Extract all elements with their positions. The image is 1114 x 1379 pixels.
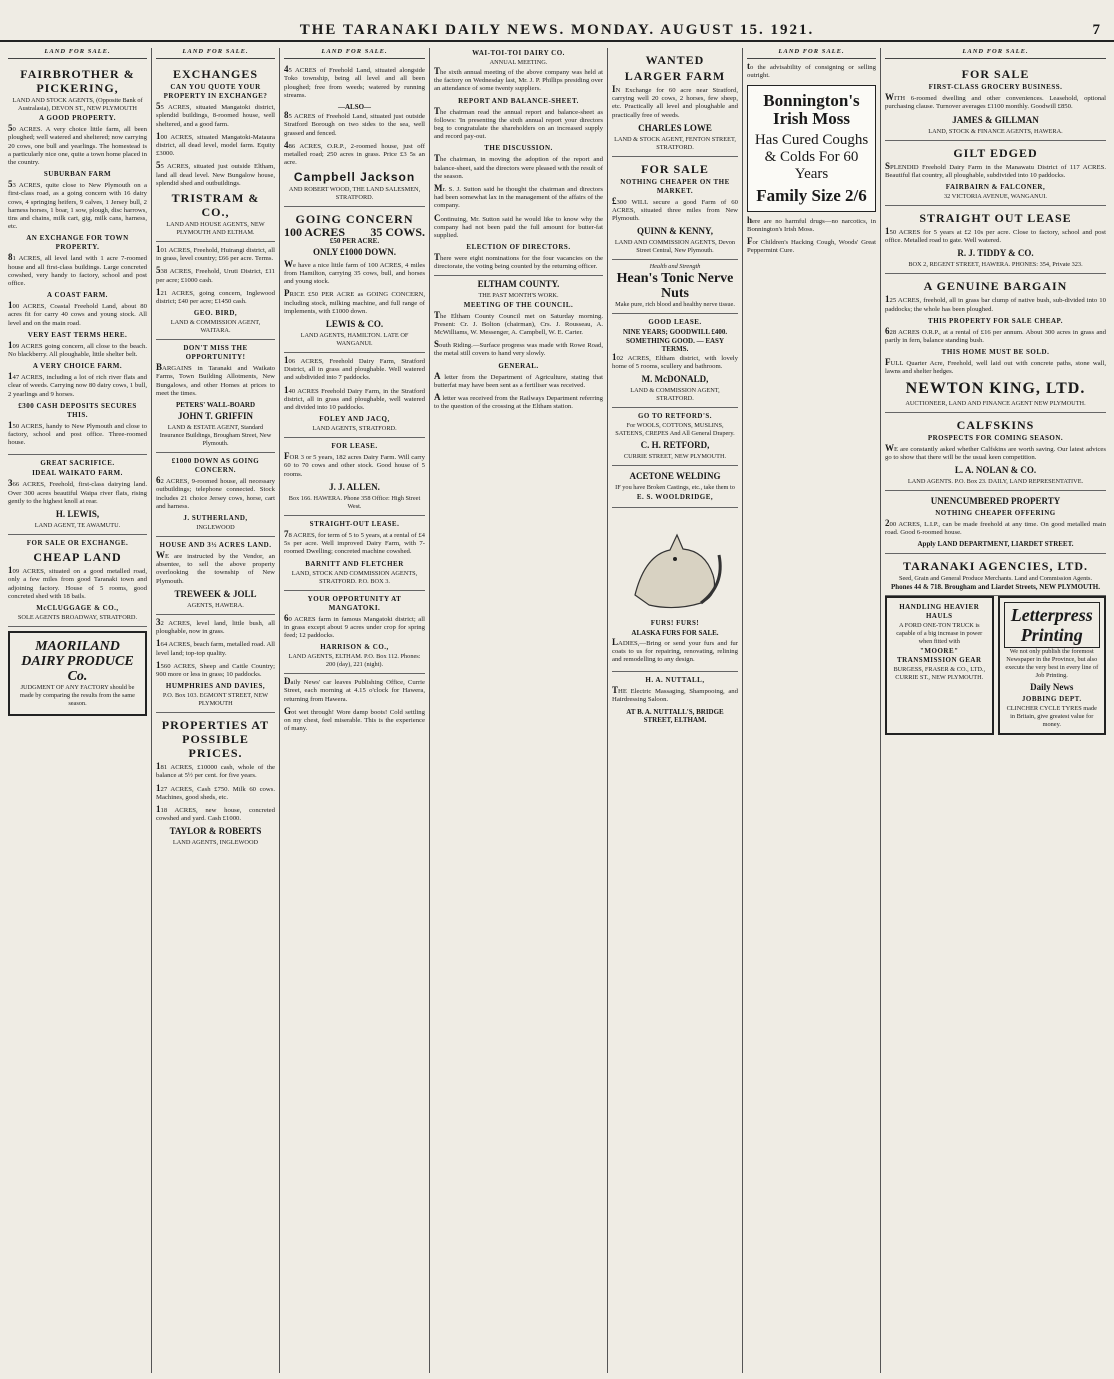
ad-foley-jacq <box>284 353 425 438</box>
ad-exchanges <box>156 62 275 242</box>
advertiser-address: LAND AGENT, TE AWAMUTU. <box>34 522 121 530</box>
advertiser-address: LAND AGENTS, STRATFORD. <box>312 425 397 433</box>
ad-campbell-jackson <box>284 62 425 207</box>
ad-title: CHEAP LAND <box>33 550 122 565</box>
advertiser-name: FAIRBROTHER & PICKERING, <box>20 67 135 96</box>
ad-text: 200 ACRES, L.I.P., can be made freehold at any time. On good metalled main road. Good 6-roomed house. <box>885 518 1106 537</box>
ad-james-gillman <box>885 62 1106 140</box>
article-paragraph: South Riding.—Surface progress was made with Rowe Road, the metal still covers to hand very slowly. <box>434 339 603 358</box>
advertiser-address: CURRIE STREET, NEW PLYMOUTH. <box>623 453 727 461</box>
ad-fairbrother <box>8 62 147 455</box>
ad-calfskins <box>885 413 1106 491</box>
ad-quinn-kenny <box>612 157 738 261</box>
advertiser-address: BURGESS, FRASER & CO., LTD., CURRIE ST., NEW PLYMOUTH. <box>893 665 986 681</box>
ad-text: LADIES,—Bring or send your furs and fur coats to us for repairing, renovating, relining and remodelling to any design. <box>612 636 738 664</box>
advertiser-name: E. S. WOOLDRIDGE, <box>636 493 714 502</box>
advertiser-name: FOLEY AND JACQ, <box>319 415 390 424</box>
article-paragraph: Mr. S. J. Sutton said he thought the chairman and directors had been somewhat lax in the management of the affairs of the company. <box>434 183 603 210</box>
listing-heading: A VERY CHOICE FARM. <box>32 362 123 371</box>
advertiser-name: TARANAKI AGENCIES, LTD. <box>902 558 1089 573</box>
ad-subtitle: NINE YEARS; GOODWILL £400. <box>622 328 728 337</box>
ad-text: 150 ACRES for 5 years at £2 10s per acre. Close to factory, school and post office. Metalled road to gate. Well watered. <box>885 226 1106 245</box>
advertiser-address: LAND & ESTATE AGENT, Standard Insurance Buildings, Brougham Street, New Plymouth. <box>159 424 272 448</box>
ad-mcdonald <box>612 314 738 408</box>
advertiser-name: TREWEEK & JOLL <box>174 588 257 599</box>
advertiser-name: TAYLOR & ROBERTS <box>169 826 262 837</box>
advertiser-address: LAND AND COMMISSION AGENTS, Devon Street Central, New Plymouth. <box>614 239 736 255</box>
listing-heading: THIS HOME MUST BE SOLD. <box>941 348 1050 357</box>
article-heading: ELTHAM COUNTY. <box>477 278 560 289</box>
going-cows: 35 COWS. <box>370 225 425 240</box>
column-1 <box>4 48 152 1373</box>
listing-text: 81 ACRES, all level land with 1 acre 7-roomed house and all first-class buildings. Large concreted cowshed, very handy to factory, school and post office. <box>8 252 147 288</box>
listing-text: We have a nice little farm of 100 ACRES, 4 miles from Hamilton, carrying 35 cows, bull, and horses and young stock. <box>284 258 425 286</box>
listing-text: 366 ACRES, Freehold, first-class dairying land. Over 300 acres beautiful Waipa river flats, rising gently to the highest knoll at rear. <box>8 478 147 505</box>
listing-text: 121 ACRES, going concern, Inglewood district; £40 per acre; £1450 cash. <box>156 286 275 306</box>
ad-text: Seed, Grain and General Produce Merchants. Land and Commission Agents. <box>898 574 1093 582</box>
listing-text: 1560 ACRES, Sheep and Cattle Country; 900 more or less in grass; 10 paddocks. <box>156 659 275 678</box>
ad-text: IF you have Broken Castings, etc., take them to <box>615 484 735 492</box>
advertiser-name: C. H. RETFORD, <box>640 440 710 451</box>
ad-text: WE are constantly asked whether Calfskins are worth saving. Our latest advices go to show that there will be the usual keen competition. <box>885 442 1106 461</box>
ad-text: 628 ACRES O.R.P., at a rental of £16 per annum. About 300 acres in grass and partly in fern, balance standing bush. <box>885 325 1106 345</box>
advertiser-name: FAIRBAIRN & FALCONER, <box>945 183 1046 192</box>
advertiser-address: LAND & COMMISSION AGENT, STRATFORD. <box>630 387 720 403</box>
ad-humphries <box>156 615 275 713</box>
ad-text: £300 WILL secure a good Farm of 60 ACRES, situated three miles from New Plymouth. <box>612 195 738 223</box>
column-5 <box>608 48 743 1373</box>
listing-text: PRICE £50 PER ACRE as GOING CONCERN, including stock, milking machine, and full range of implements, with £1000 down. <box>284 288 425 315</box>
listing-heading: SUBURBAN FARM <box>43 170 112 179</box>
ad-title: FOR SALE <box>641 161 709 176</box>
ad-title: WANTED <box>645 53 705 67</box>
ad-title: UNENCUMBERED PROPERTY <box>930 496 1061 507</box>
ad-title: DON'T MISS THE OPPORTUNITY! <box>183 344 248 362</box>
ad-title: STRAIGHT OUT LEASE <box>919 211 1072 226</box>
listing-text: 100 ACRES, Coastal Freehold Land, about 80 acres fit for carry 40 cows and young stock. All level and on the main road. <box>8 300 147 327</box>
ad-subtitle: SOMETHING GOOD. — EASY TERMS. <box>625 336 724 353</box>
article-paragraph: The sixth annual meeting of the above company was held at the factory on Wednesday last, Mr. J. P. Phillips presiding over an attendance of some twenty suppliers. <box>434 66 603 93</box>
advertiser-address: AGENTS, HAWERA. <box>187 601 244 609</box>
masthead <box>0 0 1114 42</box>
ad-treweek <box>156 537 275 615</box>
ad-title: Letterpress Printing <box>1004 602 1101 648</box>
listing-text: 109 ACRES going concern, all close to the beach. No blackberry. All ploughable, little shelter belt. <box>8 339 147 359</box>
ad-bird <box>156 242 275 340</box>
ad-title: CALFSKINS <box>956 417 1035 432</box>
advertiser-name: HUMPHRIES AND DAVIES, <box>165 682 266 691</box>
listing-heading: £300 CASH DEPOSITS SECURES THIS. <box>18 401 137 419</box>
ad-title: PROPERTIES AT POSSIBLE PRICES. <box>161 718 270 761</box>
ad-product: "MOORE" TRANSMISSION GEAR <box>896 646 982 664</box>
advertiser-name: NEWTON KING, LTD. <box>905 379 1086 397</box>
ad-cheap-land <box>8 535 147 627</box>
ad-gilt-edged <box>885 141 1106 206</box>
article-paragraph: The chairman, in moving the adoption of the report and balance-sheet, said the directors were pleased with the result of the season. <box>434 153 603 180</box>
article-section-heading: REPORT AND BALANCE-SHEET. <box>458 96 579 105</box>
listing-text: 118 ACRES, new house, concreted cowshed and yard. Cash £1000. <box>156 803 275 823</box>
ad-title: GO TO RETFORD'S. <box>637 412 713 421</box>
ad-irish-moss <box>747 85 876 212</box>
column-heading: LAND FOR SALE. <box>156 48 275 59</box>
ad-title: LARGER FARM <box>624 69 726 83</box>
ad-text: THE Electric Massaging, Shampooing, and Hairdressing Saloon. <box>612 685 738 704</box>
advertiser-name: LEWIS & CO. <box>325 319 384 330</box>
ad-motor <box>284 674 425 740</box>
column-heading: LAND FOR SALE. <box>885 48 1106 59</box>
columns <box>4 48 1110 1373</box>
going-per-acre: £50 PER ACRE. <box>329 236 380 245</box>
ad-text: IN Exchange for 60 acre near Stratford, carrying well 20 cows, 2 horses, few sheep, etc. Practically all level and ploughable and practically free of weeds. <box>612 84 738 119</box>
advertiser-department: JOBBING DEPT. <box>1021 694 1082 703</box>
column-heading: LAND FOR SALE. <box>747 48 876 59</box>
article-paragraph: A letter was received from the Railways Department referring to the question of the crossing at the Eltham station. <box>434 392 603 411</box>
ad-title: YOUR OPPORTUNITY AT MANGATOKI. <box>307 594 402 612</box>
listing-heading: A COAST FARM. <box>47 291 108 300</box>
listing-heading: A GOOD PROPERTY. <box>39 114 116 123</box>
advertiser-address: INGLEWOOD <box>196 524 235 532</box>
column-7 <box>881 48 1110 1373</box>
listing-heading: VERY EAST TERMS HERE. <box>27 330 128 339</box>
advertiser-address: LAND AGENTS, ELTHAM. P.O. Box 112. Phones: 200 (day), 221 (night). <box>288 653 421 669</box>
ad-price: Family Size 2/6 <box>756 185 867 205</box>
ad-subtitle: NOTHING CHEAPER OFFERING <box>935 509 1056 518</box>
ad-taylor-roberts <box>156 713 275 851</box>
listing-text: FOR 3 or 5 years, 182 acres Dairy Farm. Will carry 60 to 70 cows and other stock. Good house of 5 rooms. <box>284 451 425 478</box>
listing-text: 55 ACRES, situated just outside Eltham, land all dead level. New Bungalow house, splendid shed and outbuildings. <box>156 160 275 187</box>
listing-heading: IDEAL WAIKATO FARM. <box>32 469 123 478</box>
advertiser-name: JOHN T. GRIFFIN <box>178 411 253 422</box>
ad-text: FULL Quarter Acre, Freehold, well laid out with concrete paths, stone wall, lawns and shelter hedges. <box>885 357 1106 376</box>
listing-text: 60 ACRES farm in famous Mangatoki district; all in grass except about 9 acres under crop for spring feed; 12 paddocks. <box>284 612 425 639</box>
ad-sacrifice <box>8 455 147 535</box>
ad-text: Make pure, rich blood and healthy nerve tissue. <box>615 301 735 309</box>
advertiser-name: BARNITT AND FLETCHER <box>305 559 404 568</box>
article-body <box>434 67 603 272</box>
notice-text: Daily News' car leaves Publishing Office, Currie Street, each morning at 4.15 o'clock for Hawera, returning from Hawera. <box>284 676 425 703</box>
advertiser-name: JAMES & GILLMAN <box>952 114 1039 125</box>
ad-title: EXCHANGES <box>172 67 258 82</box>
listing-text: 55 ACRES, situated Mangatoki district, splendid buildings, 8-roomed house, well sheltered, and a good farm. <box>156 101 275 128</box>
advertiser-address: LAND & COMMISSION AGENT, WAITARA. <box>170 319 261 335</box>
advertiser-name: H. LEWIS, <box>55 509 100 520</box>
advertiser-name: R. J. TIDDY & CO. <box>957 248 1034 259</box>
ad-genuine-bargain <box>885 274 1106 412</box>
ad-text: 102 ACRES, Eltham district, with lovely home of 5 rooms, scullery and bathroom. <box>612 352 738 371</box>
going-down: ONLY £1000 DOWN. <box>312 246 397 257</box>
article-paragraph: There were eight nominations for the four vacancies on the directorate, the voting being counted by the returning officer. <box>434 252 603 271</box>
column-6 <box>743 48 881 1373</box>
ad-taranaki-agencies <box>885 554 1106 596</box>
ad-griffin <box>156 340 275 453</box>
article-heading: WAI-TOI-TOI DAIRY CO. <box>472 49 565 57</box>
article-paragraph: The chairman read the annual report and balance-sheet as follows: 'In presenting the sixth annual report your directors beg to congratulate the shareholders on an increased supply and record pay-out. <box>434 105 603 141</box>
listing-text: 538 ACRES, Freehold, Uruti District, £11 per acre; £1000 cash. <box>156 265 275 284</box>
advertiser-address: AND ROBERT WOOD, THE LAND SALESMEN, STRATFORD. <box>288 186 421 202</box>
advertiser-address: 32 VICTORIA AVENUE, WANGANUI. <box>944 193 1047 201</box>
advertiser-address: BOX 2, REGENT STREET, HAWERA. PHONES: 354, Private 323. <box>908 261 1083 269</box>
going-acres: 100 ACRES <box>284 225 346 240</box>
ad-text: BARGAINS in Taranaki and Waikato Farms, Town Building Allotments, New Bungalows, and other Homes at prices to meet the times. <box>156 362 275 397</box>
ad-harrison <box>284 591 425 675</box>
ad-unencumbered <box>885 491 1106 554</box>
ad-title: Bonnington's Irish Moss <box>763 90 860 128</box>
listing-text: 62 ACRES, 9-roomed house, all necessary outbuildings; telephone connected. Stock includes 21 choice Jersey cows, horse, cart and harness. <box>156 475 275 510</box>
advertiser-address: LAND AND STOCK AGENTS, (Opposite Bank of Australasia), DEVON ST., NEW PLYMOUTH <box>12 97 143 113</box>
ad-tagline: Health and Strength <box>649 263 701 271</box>
advertiser-name: J. J. ALLEN. <box>329 481 380 492</box>
ad-title: FURS! FURS! <box>650 619 700 628</box>
listing-text: 106 ACRES, Freehold Dairy Farm, Stratford District, all in grass and ploughable. Well watered and subdivided into 7 paddocks. <box>284 355 425 382</box>
listing-text: 486 ACRES, O.R.P., 2-roomed house, just off metalled road; 250 acres in grass. Price £3 5s an acre. <box>284 139 425 167</box>
listing-text: 32 ACRES, level land, little bush, all ploughable, now in grass. <box>156 616 275 636</box>
ad-text: A FORD ONE-TON TRUCK is capable of a big increase in power when fitted with <box>896 621 983 645</box>
ad-subtitle: PROSPECTS FOR COMING SEASON. <box>927 433 1064 442</box>
ad-wanted <box>612 48 738 157</box>
advertiser-name: J. SUTHERLAND, <box>183 514 248 523</box>
ad-subtitle: FIRST-CLASS GROCERY BUSINESS. <box>928 83 1063 92</box>
article-section-heading: ELECTION OF DIRECTORS. <box>466 243 571 252</box>
ad-text: WITH 6-roomed dwelling and other conveniences. Leasehold, optional purchasing clause. Turnover averages £1100 monthly. Goodwill £850. <box>885 92 1106 111</box>
ad-barnitt <box>284 516 425 591</box>
masthead-title: THE TARANAKI DAILY NEWS. MONDAY. AUGUST 15. 1921. <box>299 22 815 38</box>
bottom-ads <box>885 596 1106 735</box>
listing-heading: AN EXCHANGE FOR TOWN PROPERTY. <box>26 234 129 252</box>
ad-title: ACETONE WELDING <box>629 471 721 482</box>
ad-allen <box>284 438 425 516</box>
listing-text: WE are instructed by the Vendor, an absentee, to sell the above property overlooking the township of New Plymouth. <box>156 550 275 585</box>
listing-text: 100 ACRES, situated Mangatoki-Mataura district, all dead level, model farm. Equity £3000. <box>156 130 275 158</box>
column-2 <box>152 48 280 1373</box>
advertiser-address: AT B. A. NUTTALL'S, BRIDGE STREET, ELTHAM. <box>626 707 724 724</box>
ad-title: FOR LEASE. <box>331 442 378 451</box>
separator-label: —ALSO— <box>337 103 372 112</box>
listing-text: 127 ACRES, Cash £750. Milk 60 cows. Machines, good sheds, etc. <box>156 782 275 801</box>
ad-title: FOR SALE <box>961 67 1030 82</box>
page-number: 7 <box>1092 22 1100 38</box>
ad-title: GOING CONCERN <box>295 212 414 227</box>
listing-text: 150 ACRES, handy to New Plymouth and close to factory, school and post office. Three-roomed house. <box>8 419 147 447</box>
ad-title: GILT EDGED <box>953 145 1038 160</box>
listing-text: 85 ACRES of Freehold Land, situated just outside Stratford Borough on two sides to the sea, well grassed and fenced. <box>284 110 425 137</box>
advertiser-name: McCLUGGAGE & CO., <box>36 603 119 612</box>
ad-claim: Has Cured Coughs & Colds For 60 Years <box>754 131 869 182</box>
ad-text: For WOOLS, COTTONS, MUSLINS, SATEENS, CREPES And All General Drapery. <box>615 422 735 438</box>
ad-title: GOOD LEASE. <box>648 318 702 327</box>
advertiser-address: SOLE AGENTS BROADWAY, STRATFORD. <box>17 613 138 621</box>
ad-moore-gear <box>885 596 994 735</box>
article-paragraph: to the advisability of consigning or selling outright. <box>747 61 876 80</box>
advertiser-name: M. McDONALD, <box>641 374 709 385</box>
column-3 <box>280 48 430 1373</box>
ad-sutherland <box>156 453 275 537</box>
listing-text: 147 ACRES, including a lot of rich river flats and clear of weeds. Carrying now 80 dairy cows, 1 bull, 2 yearlings and 9 horses. <box>8 371 147 398</box>
listing-text: 45 ACRES of Freehold Land, situated alongside Toko township, being all level and all been ploughed; free from weeds; watered by running streams. <box>284 64 425 99</box>
ad-text: here are no harmful drugs—no narcotics, in Bonnington's Irish Moss. <box>747 214 876 233</box>
ad-text: For Children's Hacking Cough, Woods' Great Peppermint Cure. <box>747 236 876 255</box>
advertiser-name: L. A. NOLAN & CO. <box>954 465 1037 476</box>
listing-text: 164 ACRES, beach farm, metalled road. All level land; top-top quality. <box>156 638 275 657</box>
advertiser-address: LAND AGENTS. P.O. Box 23. DAILY, LAND REPRESENTATIVE. <box>907 478 1084 486</box>
column-heading: LAND FOR SALE. <box>8 48 147 59</box>
article-paragraph: The Eltham County Council met on Saturday morning. Present: Cr. J. Bolton (chairman), Crs. J. Rousseau, A. McWilliams, W. Messenger, A. Campbell, W. E. Carter. <box>434 309 603 337</box>
article-section-heading: THE DISCUSSION. <box>484 144 553 153</box>
ad-text: JUDGMENT OF ANY FACTORY should be made by comparing the results from the same season. <box>20 683 135 707</box>
listing-text: 109 ACRES, situated on a good metalled road, only a few miles from good Taranaki town and adjoining factory. House of 5 rooms, good concreted shed with 18 bails. <box>8 565 147 600</box>
listing-text: 53 ACRES, quite close to New Plymouth on a first-class road, as a going concern with 16 dairy cows, 4 springing heifers, 9 calves, 1 Jersey bull, 2 harness horses, 1 boar, 1 sow, plough, disc harrows, tins and chains, milk cart, gig, milk cans, harness, etc. <box>8 179 147 231</box>
ad-heading: GREAT SACRIFICE. <box>40 459 115 468</box>
advertiser-name: GEO. BIRD, <box>193 309 238 318</box>
listing-heading: HOUSE AND 3½ ACRES LAND. <box>159 541 272 550</box>
ad-acetone <box>612 466 738 508</box>
ad-maoriland-dairy <box>8 631 147 716</box>
ad-text: We not only publish the foremost Newspaper in the Province, but also execute the very best in every line of Job Printing. <box>1005 647 1099 679</box>
notice-text: Got wet through! Wore damp boots! Cold settling on my chest, feel miserable. This is the experience of many. <box>284 705 425 733</box>
advertiser-name: H. A. NUTTALL, <box>645 676 705 685</box>
ad-subtitle: ALASKA FURS FOR SALE. <box>631 629 719 638</box>
listing-text: 50 ACRES. A very choice little farm, all been ploughed; well watered and sheltered; now carrying 20 cows, one bull and yearlings. The homestead is a particularly nice one, quite a town home placed in the country. <box>8 123 147 167</box>
column-heading: LAND FOR SALE. <box>284 48 425 59</box>
advertiser-address: P.O. Box 103. EGMONT STREET, NEW PLYMOUTH <box>162 692 269 708</box>
ad-title: HANDLING HEAVIER HAULS <box>899 602 980 620</box>
advertiser-address: LAND AND HOUSE AGENTS, NEW PLYMOUTH AND ELTHAM. <box>166 221 265 237</box>
advertiser-address: LAND AGENTS, HAMILTON. LATE OF WANGANUI. <box>300 332 409 348</box>
advertiser-name: Campbell Jackson <box>293 170 416 185</box>
column-4 <box>430 48 608 1373</box>
advertiser-address: LAND, STOCK AND COMMISSION AGENTS, STRATFORD. P.O. BOX 3. <box>291 569 418 585</box>
ad-retford <box>612 408 738 466</box>
article-subheading: THE PAST MONTH'S WORK. <box>478 291 559 299</box>
advertiser-name: TRISTRAM & CO., <box>171 191 260 220</box>
advertiser-address: LAND, STOCK & FINANCE AGENTS, HAWERA. <box>928 127 1063 135</box>
article-subheading: ANNUAL MEETING. <box>489 59 548 66</box>
ad-text: 125 ACRES, freehold, all in grass bar clump of native bush, sub-divided into 10 paddocks; the whole has been ploughed. <box>885 294 1106 313</box>
ad-subtitle: CAN YOU QUOTE YOUR PROPERTY IN EXCHANGE? <box>163 83 268 101</box>
article-section-heading: GENERAL. <box>498 361 539 370</box>
advertiser-address: Box 166. HAWERA. Phone 358 Office: High Street West. <box>288 494 421 510</box>
advertiser-name: HARRISON & CO., <box>320 643 389 652</box>
article-paragraph: A letter from the Department of Agriculture, stating that butterfat may have been sent as a fertiliser was received. <box>434 370 603 389</box>
advertiser-address: LAND AGENTS, INGLEWOOD <box>172 839 259 847</box>
listing-heading: THIS PROPERTY FOR SALE CHEAP. <box>928 316 1063 325</box>
ad-product: PETERS' WALL-BOARD <box>175 401 256 410</box>
ad-title: STRAIGHT-OUT LEASE. <box>309 519 400 528</box>
ad-straight-lease <box>885 206 1106 274</box>
ad-contact: Apply LAND DEPARTMENT, LIARDET STREET. <box>917 540 1074 549</box>
advertiser-address: AUCTIONEER, LAND AND FINANCE AGENT NEW PLYMOUTH. <box>905 399 1086 407</box>
ad-letterpress <box>998 596 1107 735</box>
ad-nuttall <box>612 672 738 728</box>
listing-text: 181 ACRES, £10000 cash, whole of the balance at 5½ per cent. for five years. <box>156 761 275 780</box>
article-section-heading: MEETING OF THE COUNCIL. <box>463 300 574 309</box>
ad-title: A GENUINE BARGAIN <box>923 279 1068 294</box>
ad-title: Hean's Tonic Nerve Nuts <box>616 271 734 302</box>
listing-text: 140 ACRES Freehold Dairy Farm, in the Stratford district, all in grass and ploughable, well watered and divided into 10 paddocks. <box>284 384 425 412</box>
advertiser-name: CHARLES LOWE <box>638 122 712 133</box>
ad-furs <box>612 508 738 672</box>
ad-going-concern <box>284 207 425 353</box>
advertiser-address: LAND & STOCK AGENT, FENTON STREET, STRATFORD. <box>614 135 736 151</box>
ad-text: CLINCHER CYCLE TYRES made in Britain, give greatest value for money. <box>1006 704 1097 728</box>
ad-heans <box>612 260 738 314</box>
ad-subtitle: NOTHING CHEAPER ON THE MARKET. <box>620 177 730 195</box>
listing-text: 101 ACRES, Freehold, Huirangi district, all in grass, level country; £66 per acre. Terms. <box>156 244 275 263</box>
advertiser-address: Phones 44 & 718. Brougham and Liardet Streets, NEW PLYMOUTH. <box>891 582 1100 591</box>
listing-text: 78 ACRES, for term of 5 to 5 years, at a rental of £4 5s per acre. Well improved Dairy Farm, with 7-roomed Dwelling; concreted machine cowshed. <box>284 528 426 556</box>
ad-text: SPLENDID Freehold Dairy Farm in the Manawatu District of 117 ACRES. Beautiful flat country, all ploughable, subdivided into 10 paddocks. <box>885 160 1106 179</box>
article-paragraph: Continuing, Mr. Sutton said he would like to know why the company had not been paid the full amount for butter-fat supplied. <box>434 212 603 240</box>
fox-illustration <box>615 515 735 615</box>
advertiser-name: Daily News <box>1030 681 1074 692</box>
ad-heading: FOR SALE OR EXCHANGE. <box>26 539 129 548</box>
logo-maoriland: MAORILAND DAIRY PRODUCE Co. <box>21 638 134 684</box>
listing-heading: £1000 DOWN AS GOING CONCERN. <box>171 457 260 475</box>
advertiser-name: QUINN & KENNY, <box>637 226 713 237</box>
